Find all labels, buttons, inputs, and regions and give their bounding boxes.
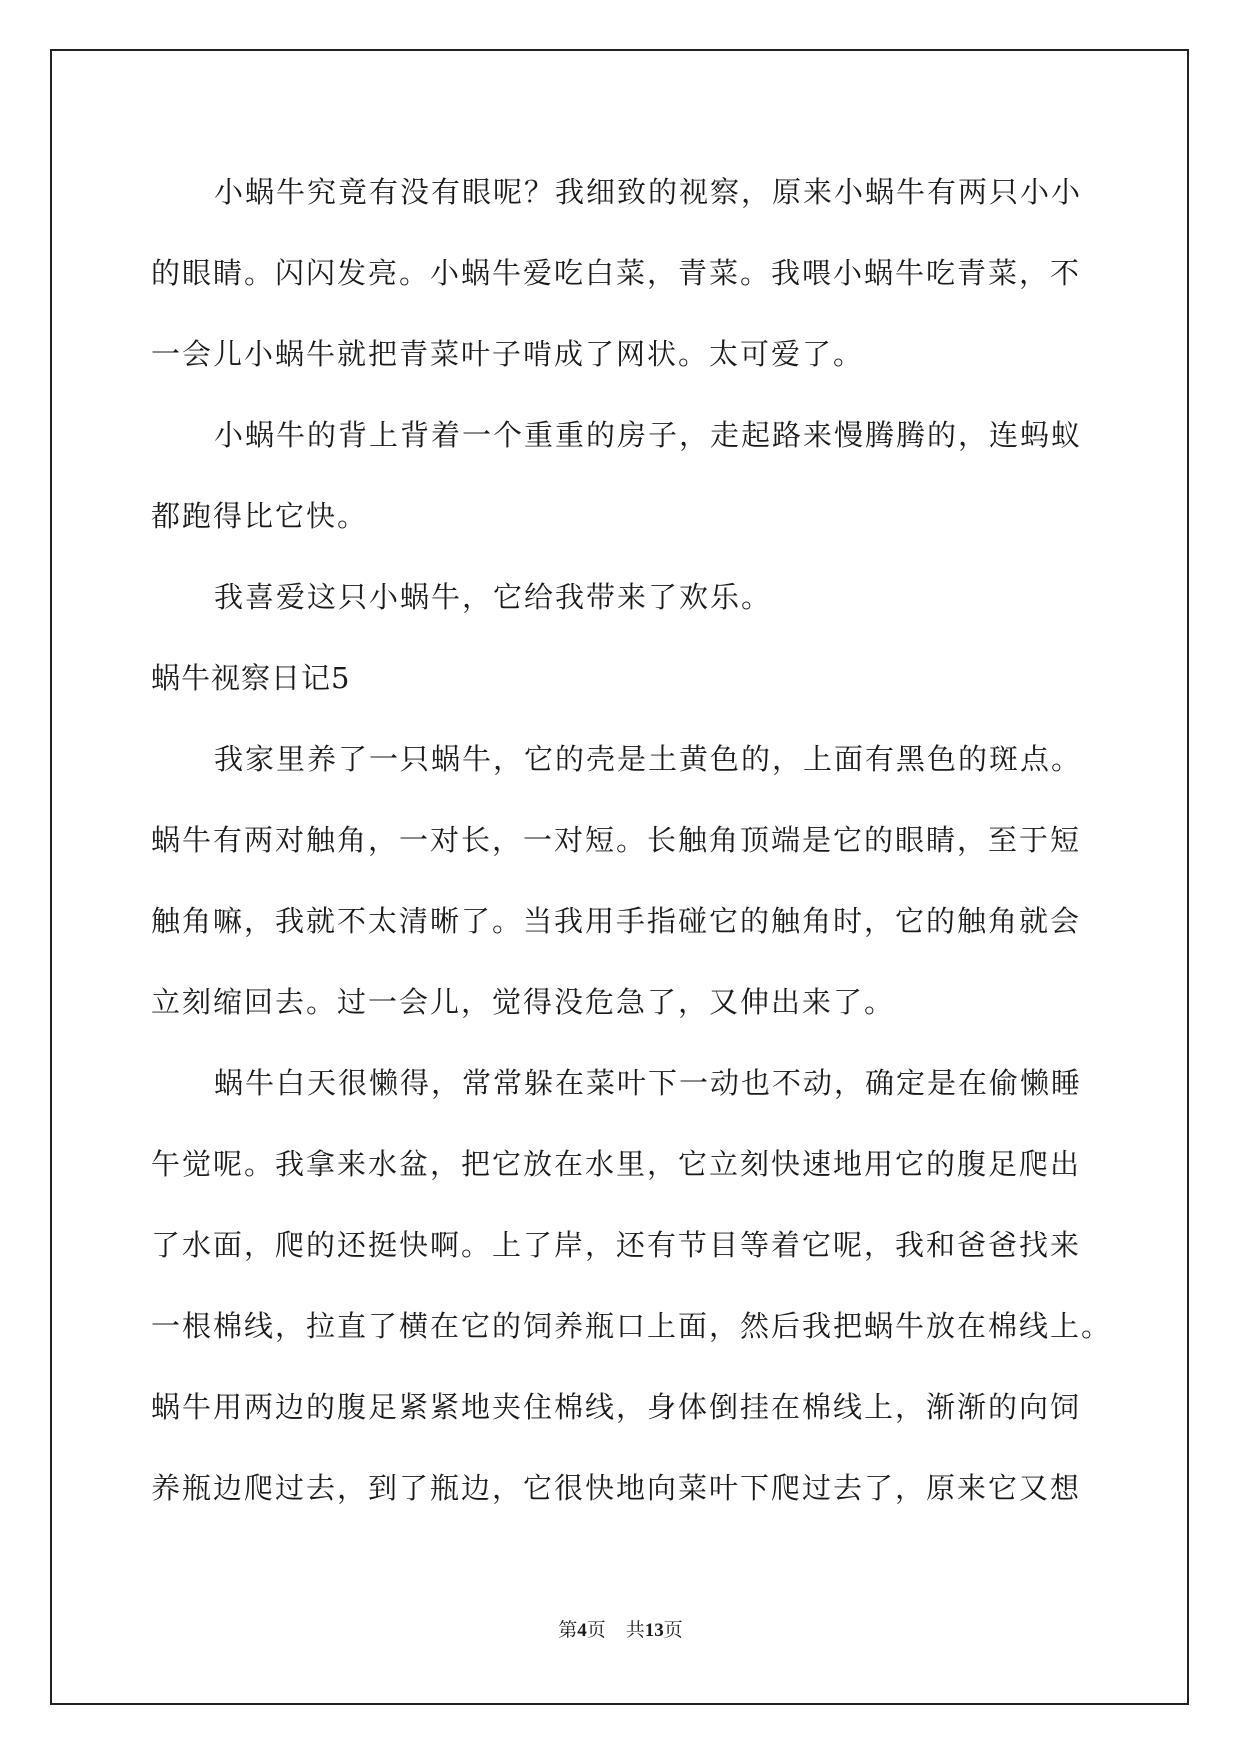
text-line: 我喜爱这只小蜗牛，它给我带来了欢乐。 — [214, 580, 773, 614]
text-line: 午觉呢。我拿来水盆，把它放在水里，它立刻快速地用它的腹足爬出 — [151, 1147, 1082, 1181]
text-line: 养瓶边爬过去，到了瓶边，它很快地向菜叶下爬过去了，原来它又想 — [151, 1471, 1082, 1505]
text-line: 一会儿小蜗牛就把青菜叶子啃成了网状。太可爱了。 — [151, 337, 865, 371]
text-line: 了水面，爬的还挺快啊。上了岸，还有节目等着它呢，我和爸爸找来 — [151, 1228, 1082, 1262]
text-line: 的眼睛。闪闪发亮。小蜗牛爱吃白菜，青菜。我喂小蜗牛吃青菜，不 — [151, 256, 1082, 290]
footer-total-suffix: 页 — [663, 1619, 683, 1641]
text-line: 蜗牛有两对触角，一对长，一对短。长触角顶端是它的眼睛，至于短 — [151, 823, 1082, 857]
page-footer — [0, 1615, 1241, 1642]
text-line: 小蜗牛的背上背着一个重重的房子，走起路来慢腾腾的，连蚂蚁 — [214, 418, 1083, 452]
text-line: 都跑得比它快。 — [151, 499, 369, 533]
footer-prefix: 第 — [558, 1619, 578, 1641]
total-pages: 13 — [644, 1620, 664, 1641]
text-line: 我家里养了一只蜗牛，它的壳是土黄色的，上面有黑色的斑点。 — [214, 742, 1083, 776]
text-line: 蜗牛白天很懒得，常常躲在菜叶下一动也不动，确定是在偷懒睡 — [214, 1066, 1083, 1100]
text-line: 蜗牛用两边的腹足紧紧地夹住棉线，身体倒挂在棉线上，渐渐的向饲 — [151, 1390, 1082, 1424]
text-line: 触角嘛，我就不太清晰了。当我用手指碰它的触角时，它的触角就会 — [151, 904, 1082, 938]
text-line: 一根棉线，拉直了横在它的饲养瓶口上面，然后我把蜗牛放在棉线上。 — [151, 1309, 1113, 1343]
footer-page-suffix: 页 — [586, 1619, 606, 1641]
text-line: 立刻缩回去。过一会儿，觉得没危急了，又伸出来了。 — [151, 985, 896, 1019]
page-border — [50, 49, 1189, 1705]
footer-total-prefix: 共 — [625, 1619, 645, 1641]
page-number: 4 — [577, 1620, 587, 1641]
section-heading: 蜗牛视察日记5 — [151, 661, 351, 695]
text-line: 小蜗牛究竟有没有眼呢？我细致的视察，原来小蜗牛有两只小小 — [214, 175, 1083, 209]
